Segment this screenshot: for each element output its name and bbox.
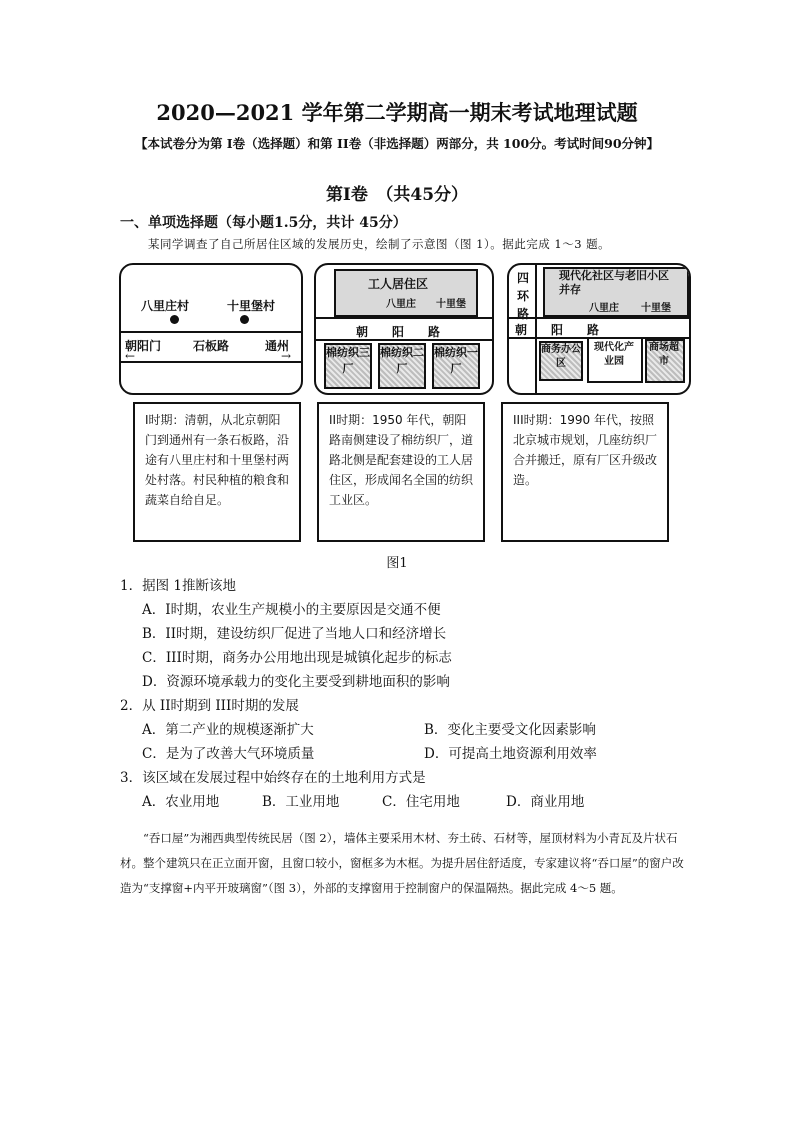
q1-option-c: C．III时期，商务办公用地出现是城镇化起步的标志	[142, 650, 452, 666]
village-a-label: 八里庄	[589, 303, 619, 314]
q1-stem: 1．据图 1推断该地	[120, 578, 236, 594]
figure1-panel2	[314, 263, 494, 395]
industrial-label: 现代化产业园	[594, 342, 634, 367]
village-b-marker	[240, 315, 249, 324]
period2-text: II时期：1950 年代，朝阳路南侧建设了棉纺织厂，道路北侧是配套建设的工人居住区，形成闻名全国的纺织工业区。	[317, 402, 485, 542]
period1-text: I时期：清朝，从北京朝阳门到通州有一条石板路，沿途有八里庄村和十里堡村两处村落。村民种植的粮食和蔬菜自给自足。	[133, 402, 301, 542]
reading-paragraph: “吞口屋”为湘西典型传统民居（图 2），墙体主要采用木材、夯土砖、石材等，屋顶材料为小青瓦及片状石材。整个建筑只在正立面开窗，且窗口较小，窗框多为木框。为提升居住舒适度，专家建议将“吞口屋”的窗户改造为“支撑窗+内平开玻璃窗”（图 3），外部的支撑窗用于控制窗户的保温隔热。据此完成 4～5 题。	[120, 831, 684, 895]
exam-note: 【本试卷分为第 I卷（选择题）和第 II卷（非选择题）两部分，共 100分。考试时间90分钟】	[134, 136, 660, 151]
road-line-bottom	[121, 361, 301, 363]
office-label: 商务办公区	[541, 344, 581, 369]
road-left-label: 朝阳门	[125, 339, 162, 353]
q3-stem: 3．该区域在发展过程中始终存在的土地利用方式是	[120, 770, 426, 786]
figure1-panel1	[119, 263, 303, 395]
village-b-label: 十里堡村	[227, 299, 276, 313]
section-title: 第I卷 （共45分）	[325, 185, 469, 205]
q2-option-a: A．第二产业的规模逐渐扩大	[142, 722, 314, 738]
mill-3-label: 棉纺织三厂	[326, 346, 370, 375]
village-a-label: 八里庄	[386, 299, 416, 310]
road-label: 朝 阳 路	[515, 323, 600, 337]
road-line-top	[509, 317, 689, 319]
village-a-label: 八里庄村	[141, 299, 190, 313]
road-name-label: 石板路	[193, 339, 230, 353]
q1-option-b: B．II时期，建设纺织厂促进了当地人口和经济增长	[142, 626, 447, 642]
q2-option-b: B．变化主要受文化因素影响	[424, 722, 596, 738]
supermarket-label: 商场超市	[649, 342, 679, 367]
q1-option-d: D．资源环境承载力的变化主要受到耕地面积的影响	[142, 674, 450, 690]
village-b-label: 十里堡	[436, 299, 466, 310]
q3-option-a: A．农业用地	[142, 794, 220, 810]
part-title: 一、单项选择题（每小题1.5分，共计 45分）	[120, 215, 407, 231]
road-label: 朝 阳 路	[356, 325, 441, 339]
road-arrow-left: ←	[125, 349, 136, 363]
q3-option-b: B．工业用地	[262, 794, 340, 810]
figure1-caption: 图1	[386, 556, 408, 571]
community-label: 现代化社区与老旧小区并存	[559, 269, 669, 296]
intro-text: 某同学调查了自己所居住区域的发展历史，绘制了示意图（图 1）。据此完成 1～3 题。	[148, 237, 611, 251]
road-line-top	[316, 317, 492, 319]
q2-option-d: D．可提高土地资源利用效率	[424, 746, 597, 762]
q3-option-d: D．商业用地	[506, 794, 585, 810]
mill-1-label: 棉纺织一厂	[434, 346, 478, 375]
exam-title: 2020—2021 学年第二学期高一期末考试地理试题	[156, 100, 638, 125]
village-a-marker	[170, 315, 179, 324]
mill-2-label: 棉纺织二厂	[380, 346, 424, 375]
road-line-bottom	[316, 339, 492, 341]
road-line-top	[121, 331, 301, 333]
road-right-label: 通州	[265, 339, 290, 353]
q2-stem: 2．从 II时期到 III时期的发展	[120, 698, 299, 714]
q2-option-c: C．是为了改善大气环境质量	[142, 746, 315, 762]
q1-option-a: A．I时期，农业生产规模小的主要原因是交通不便	[142, 602, 441, 618]
road-arrow-right: →	[281, 349, 292, 363]
period3-text: III时期：1990 年代，按照北京城市规划，几座纺织厂合并搬迁，原有厂区升级改造。	[501, 402, 669, 542]
ring-road-label: 四环路	[517, 271, 530, 321]
figure1-panel3	[507, 263, 691, 395]
q3-option-c: C．住宅用地	[382, 794, 460, 810]
village-b-label: 十里堡	[641, 303, 671, 314]
residential-label: 工人居住区	[368, 277, 429, 291]
